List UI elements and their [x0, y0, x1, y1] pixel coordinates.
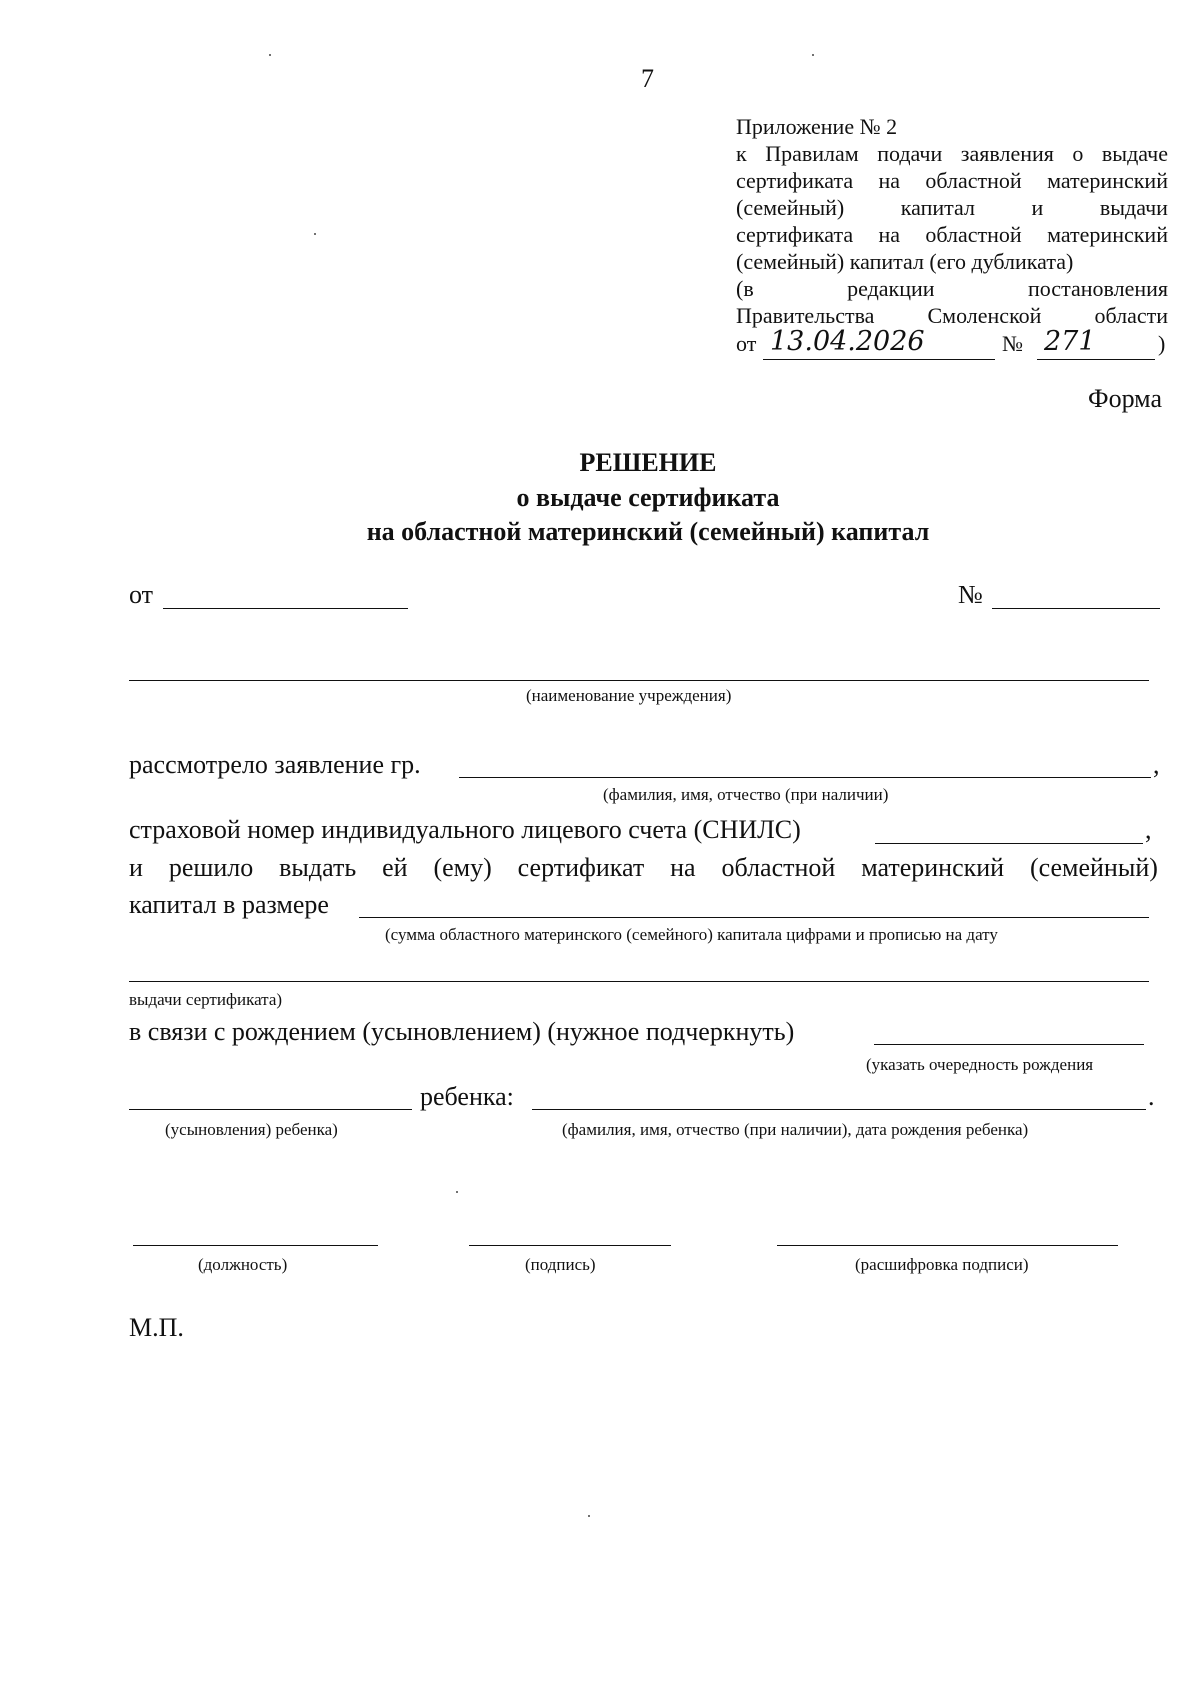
signature-caption: (подпись) — [525, 1255, 596, 1274]
applicant-name-field[interactable] — [459, 777, 1151, 778]
decision-word: и — [129, 853, 143, 882]
appendix-word: редакции — [847, 276, 935, 301]
birth-order-field[interactable] — [874, 1044, 1144, 1045]
decision-word: (семейный) — [1029, 853, 1158, 882]
child-label: ребенка: — [420, 1082, 514, 1111]
signature-field[interactable] — [469, 1245, 671, 1246]
appendix-title: Приложение № 2 — [736, 114, 898, 139]
decision-date-label: от — [129, 580, 154, 609]
appendix-closing-paren: ) — [1158, 331, 1166, 356]
institution-caption: (наименование учреждения) — [526, 686, 732, 705]
amount-field-continued[interactable] — [129, 981, 1149, 982]
amount-caption: (сумма областного материнского (семейного) капитала цифрами и прописью на дату — [385, 925, 998, 944]
decision-word: областной — [721, 853, 836, 882]
decision-word: сертификат — [517, 853, 645, 882]
stamp-place: М.П. — [129, 1313, 184, 1342]
decision-word: ей — [382, 853, 408, 882]
snils-comma: , — [1145, 815, 1152, 844]
appendix-word: постановления — [1027, 276, 1168, 301]
appendix-row-1 — [736, 141, 1168, 167]
reviewed-comma: , — [1153, 750, 1160, 779]
appendix-word: заявления — [960, 141, 1054, 166]
snils-field[interactable] — [875, 843, 1143, 844]
appendix-word: (семейный) — [736, 195, 845, 220]
appendix-date-handwritten: 13.04.2026 — [770, 326, 925, 357]
position-caption: (должность) — [198, 1255, 288, 1274]
scan-speck — [812, 54, 814, 56]
appendix-word: выдачи — [1099, 195, 1168, 220]
appendix-from-label: от — [736, 331, 757, 356]
page-number: 7 — [641, 64, 654, 93]
appendix-word: о — [1072, 141, 1084, 166]
institution-field[interactable] — [129, 680, 1149, 681]
decision-number-label: № — [958, 580, 983, 609]
decision-word: (ему) — [433, 853, 492, 882]
birth-order-caption: (указать очередность рождения — [866, 1055, 1094, 1074]
appendix-number-line — [1037, 359, 1155, 360]
appendix-row-4 — [736, 222, 1168, 248]
signature-decoding-caption: (расшифровка подписи) — [855, 1255, 1029, 1274]
appendix-word: области — [1094, 303, 1168, 328]
appendix-word: областной — [925, 222, 1022, 247]
form-label: Форма — [1088, 384, 1162, 413]
scan-speck — [314, 233, 316, 235]
reviewed-label: рассмотрело заявление гр. — [129, 750, 421, 779]
document-title: РЕШЕНИЕ — [579, 448, 717, 477]
child-info-field[interactable] — [532, 1109, 1146, 1110]
child-period: . — [1148, 1082, 1155, 1111]
appendix-word: Смоленской — [927, 303, 1042, 328]
appendix-row-6 — [736, 276, 1168, 302]
appendix-word: материнский — [1047, 222, 1168, 247]
appendix-word: сертификата — [736, 222, 854, 247]
decision-word: на — [670, 853, 696, 882]
appendix-word: и — [1031, 195, 1044, 220]
birth-order-caption-continued: (усыновления) ребенка) — [165, 1120, 338, 1139]
appendix-word: капитал — [900, 195, 975, 220]
appendix-number-label: № — [1002, 331, 1023, 356]
birth-order-field-continued[interactable] — [129, 1109, 412, 1110]
position-field[interactable] — [133, 1245, 378, 1246]
decision-number-field[interactable] — [992, 608, 1160, 609]
document-subtitle-2: на областной материнский (семейный) капитал — [366, 517, 930, 546]
decision-word: выдать — [279, 853, 357, 882]
amount-field[interactable] — [359, 917, 1149, 918]
appendix-word: сертификата — [736, 168, 854, 193]
scan-speck — [588, 1515, 590, 1517]
appendix-word: (в — [736, 276, 754, 301]
scan-speck — [456, 1191, 458, 1193]
appendix-word: областной — [925, 168, 1022, 193]
birth-label: в связи с рождением (усыновлением) (нужное подчеркнуть) — [129, 1017, 795, 1046]
appendix-word: подачи — [877, 141, 943, 166]
appendix-word: Правительства — [736, 303, 875, 328]
appendix-word: к — [736, 141, 747, 166]
document-subtitle-1: о выдаче сертификата — [516, 483, 780, 512]
appendix-word: на — [878, 222, 901, 247]
snils-label: страховой номер индивидуального лицевого счета (СНИЛС) — [129, 815, 801, 844]
appendix-row-2 — [736, 168, 1168, 194]
amount-label: капитал в размере — [129, 890, 329, 919]
appendix-number-handwritten: 271 — [1044, 326, 1096, 357]
decision-date-field[interactable] — [163, 608, 408, 609]
appendix-word: материнский — [1047, 168, 1168, 193]
scan-speck — [269, 54, 271, 56]
decision-line — [129, 853, 1158, 883]
applicant-name-caption: (фамилия, имя, отчество (при наличии) — [603, 785, 889, 804]
appendix-row-5: (семейный) капитал (его дубликата) — [736, 249, 1074, 274]
appendix-word: Правилам — [765, 141, 859, 166]
decision-word: материнский — [861, 853, 1005, 882]
appendix-word: на — [878, 168, 901, 193]
amount-caption-continued: выдачи сертификата) — [129, 990, 283, 1009]
decision-word: решило — [168, 853, 254, 882]
child-info-caption: (фамилия, имя, отчество (при наличии), дата рождения ребенка) — [562, 1120, 1029, 1139]
appendix-date-line — [763, 359, 995, 360]
appendix-row-3 — [736, 195, 1168, 221]
signature-decoding-field[interactable] — [777, 1245, 1118, 1246]
appendix-word: выдаче — [1101, 141, 1168, 166]
